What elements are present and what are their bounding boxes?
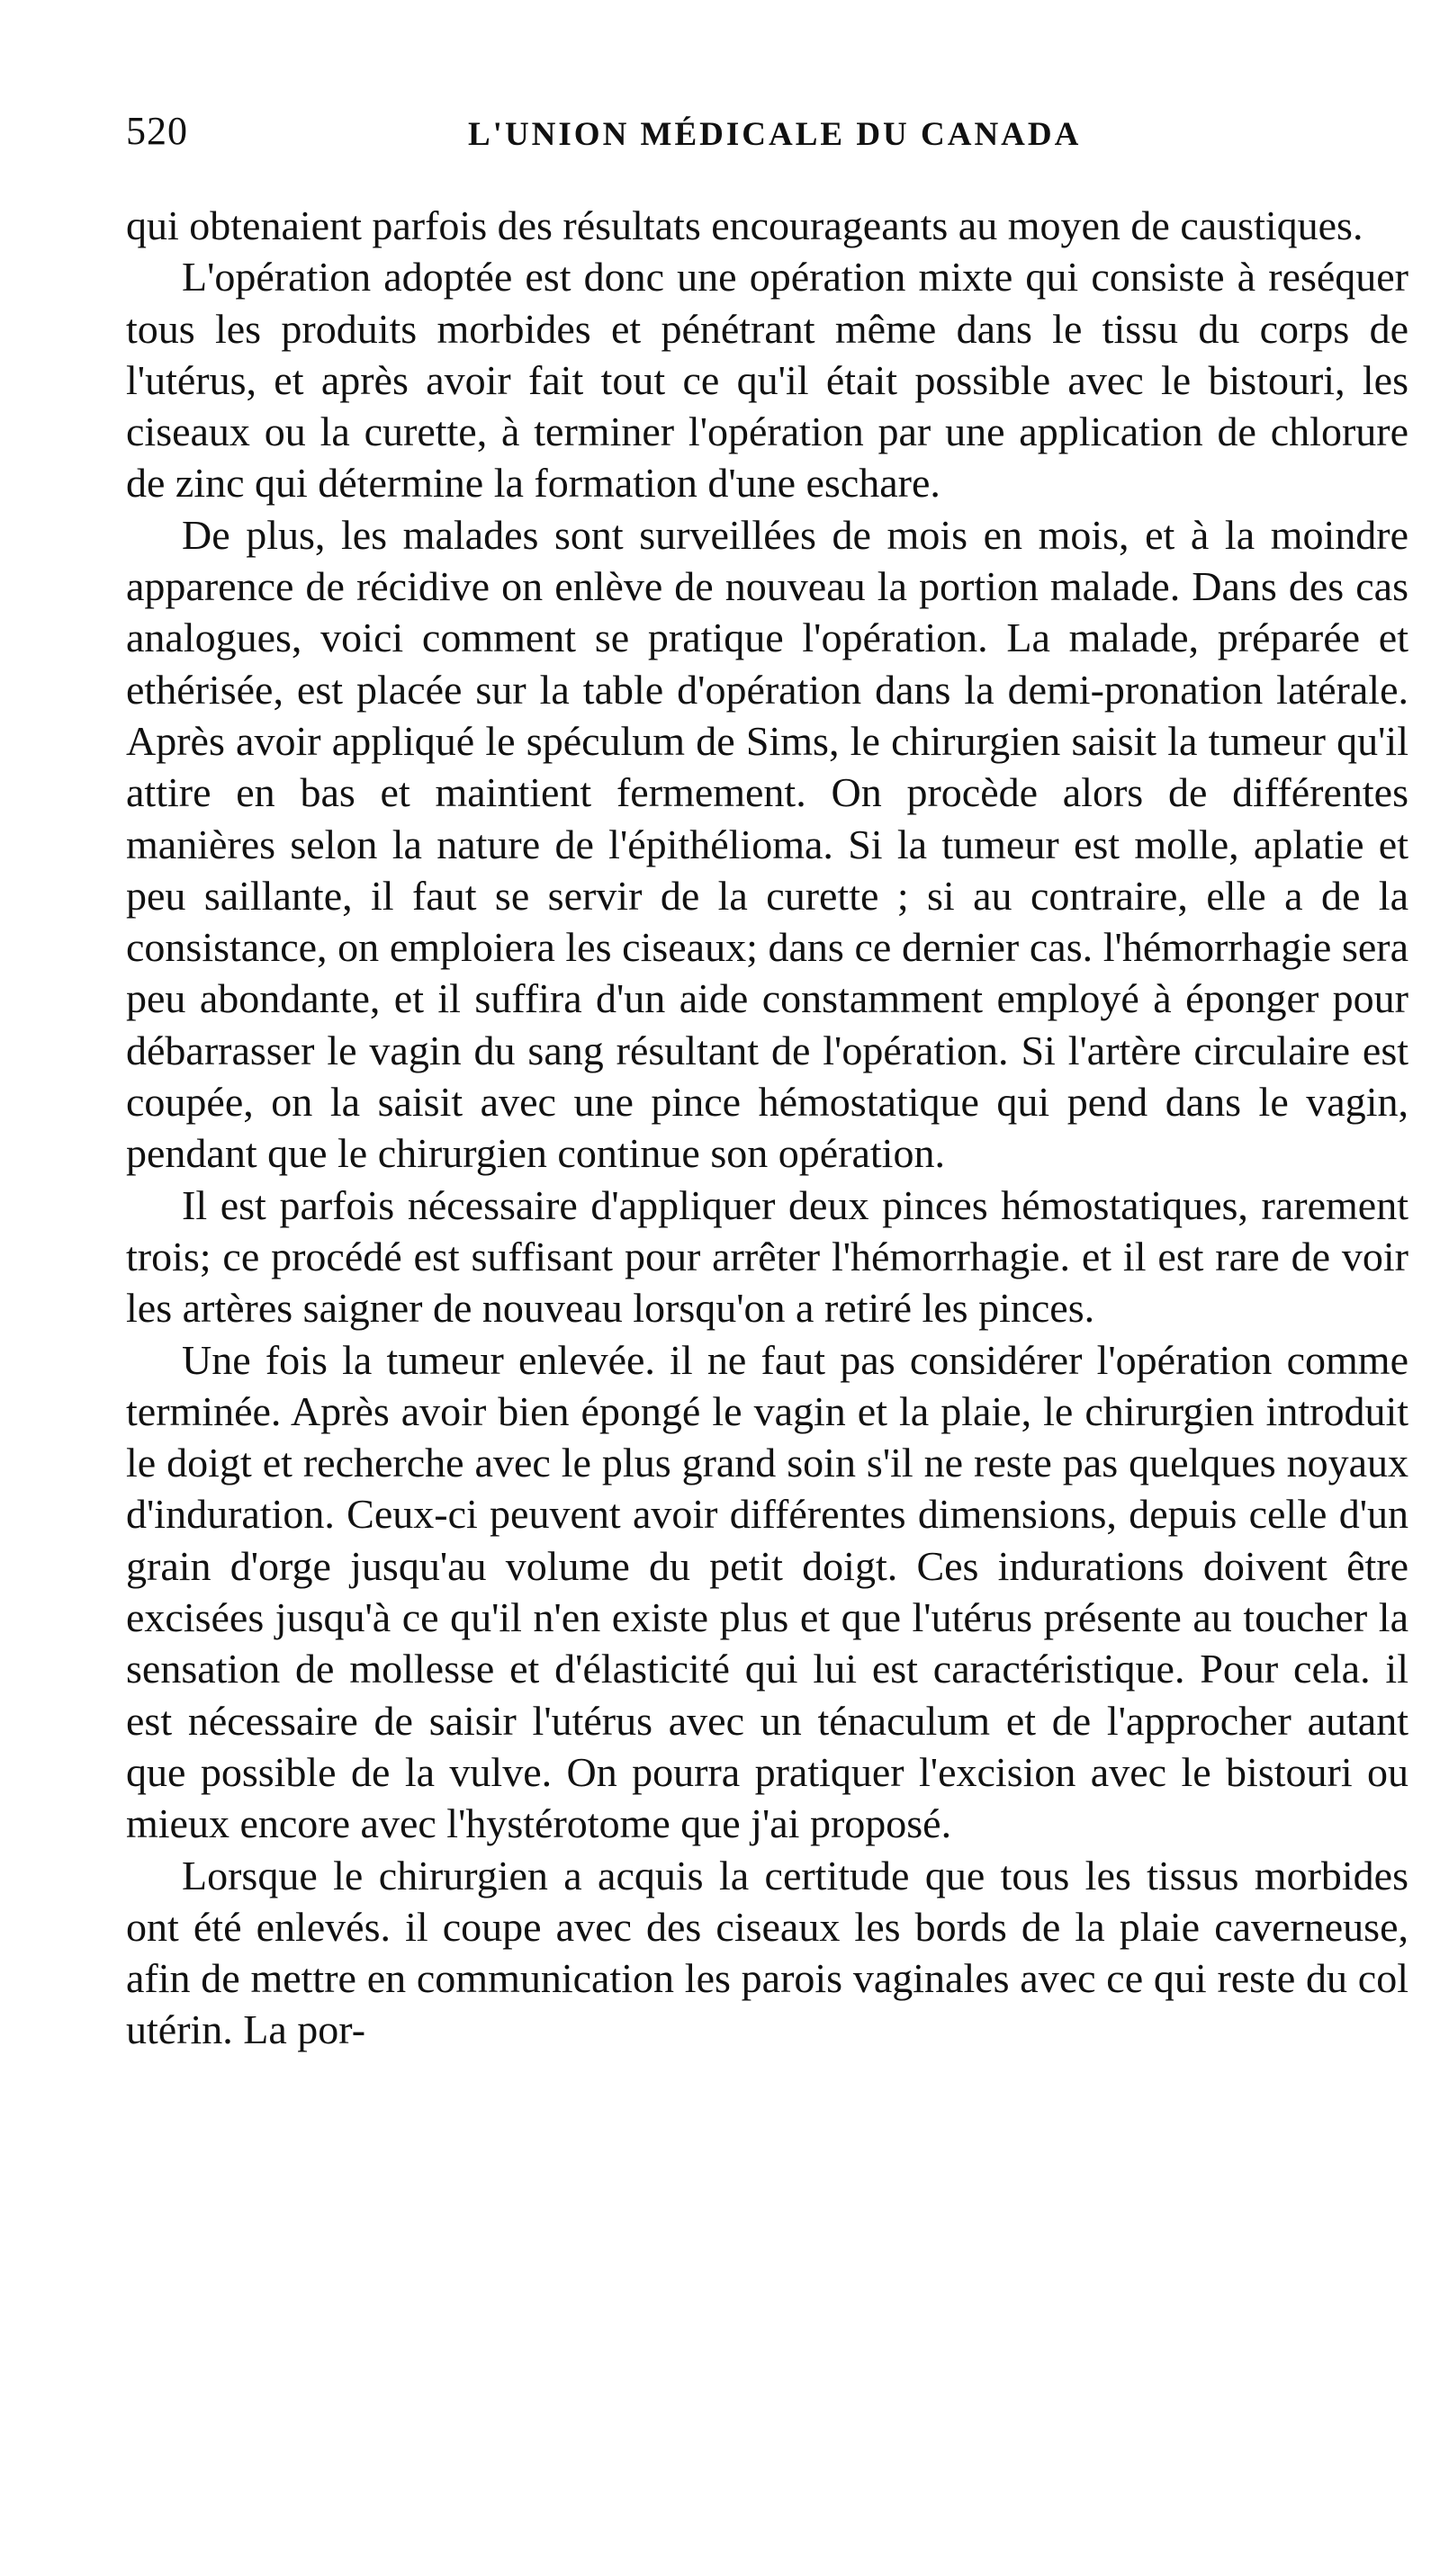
paragraph-1: qui obtenaient parfois des résultats encourageants au moyen de caustiques. bbox=[126, 202, 1364, 248]
page bbox=[126, 108, 1408, 2056]
paragraph-3: De plus, les malades sont surveillées de mois en mois, et à la moindre apparence de récidive on enlève de nouveau la portion malade. Dans des cas analogues, voici comment se pratique l'opération. La malade, préparée et ethérisée, est placée sur la table d'opération dans la demi-pronation latérale. Après avoir appliqué le spéculum de Sims, le chirurgien saisit la tumeur qu'il attire en bas et maintient fermement. On procède alors de différentes manières selon la nature de l'épithélioma. Si la tumeur est molle, aplatie et peu saillante, il faut se servir de la curette ; si au contraire, elle a de la consistance, on emploiera les ciseaux; dans ce dernier cas. l'hémorrhagie sera peu abondante, et il suffira d'un aide constamment employé à éponger pour débarrasser le vagin du sang résultant de l'opération. Si l'artère circulaire est coupée, on la saisit avec une pince hémostatique qui pend dans le vagin, pendant que le chirurgien continue son opération. bbox=[126, 511, 1408, 1177]
body-text bbox=[126, 200, 1408, 2056]
paragraph-5: Une fois la tumeur enlevée. il ne faut pas considérer l'opération comme terminée. Après avoir bien épongé le vagin et la plaie, le chirurgien introduit le doigt et recherche avec le plus grand soin s'il ne reste pas quelques noyaux d'induration. Ceux-ci peuvent avoir différentes dimensions, depuis celle d'un grain d'orge jusqu'au volume du petit doigt. Ces indurations doivent être excisées jusqu'à ce qu'il n'en existe plus et que l'utérus présente au toucher la sensation de mollesse et d'élasticité qui lui est caractéristique. Pour cela. il est nécessaire de saisir l'utérus avec un ténaculum et de l'approcher autant que possible de la vulve. On pourra pratiquer l'excision avec le bistouri ou mieux encore avec l'hystérotome que j'ai proposé. bbox=[126, 1336, 1408, 1847]
running-title: L'UNION MÉDICALE DU CANADA bbox=[468, 116, 1082, 153]
running-head bbox=[126, 108, 1408, 180]
paragraph-4: Il est parfois nécessaire d'appliquer deux pinces hémostatiques, rarement trois; ce procédé est suffisant pour arrêter l'hémorrhagie. et il est rare de voir les artères saigner de nouveau lorsqu'on a retiré les pinces. bbox=[126, 1181, 1408, 1332]
page-number: 520 bbox=[126, 109, 188, 153]
paragraph-6: Lorsque le chirurgien a acquis la certitude que tous les tissus morbides ont été enlevés. il coupe avec des ciseaux les bords de la plaie caverneuse, afin de mettre en communication les parois vaginales avec ce qui reste du col utérin. La por- bbox=[126, 1852, 1408, 2053]
paragraph-2: L'opération adoptée est donc une opération mixte qui consiste à reséquer tous les produits morbides et pénétrant même dans le tissu du corps de l'utérus, et après avoir fait tout ce qu'il était possible avec le bistouri, les ciseaux ou la curette, à terminer l'opération par une application de chlorure de zinc qui détermine la formation d'une eschare. bbox=[126, 254, 1408, 507]
